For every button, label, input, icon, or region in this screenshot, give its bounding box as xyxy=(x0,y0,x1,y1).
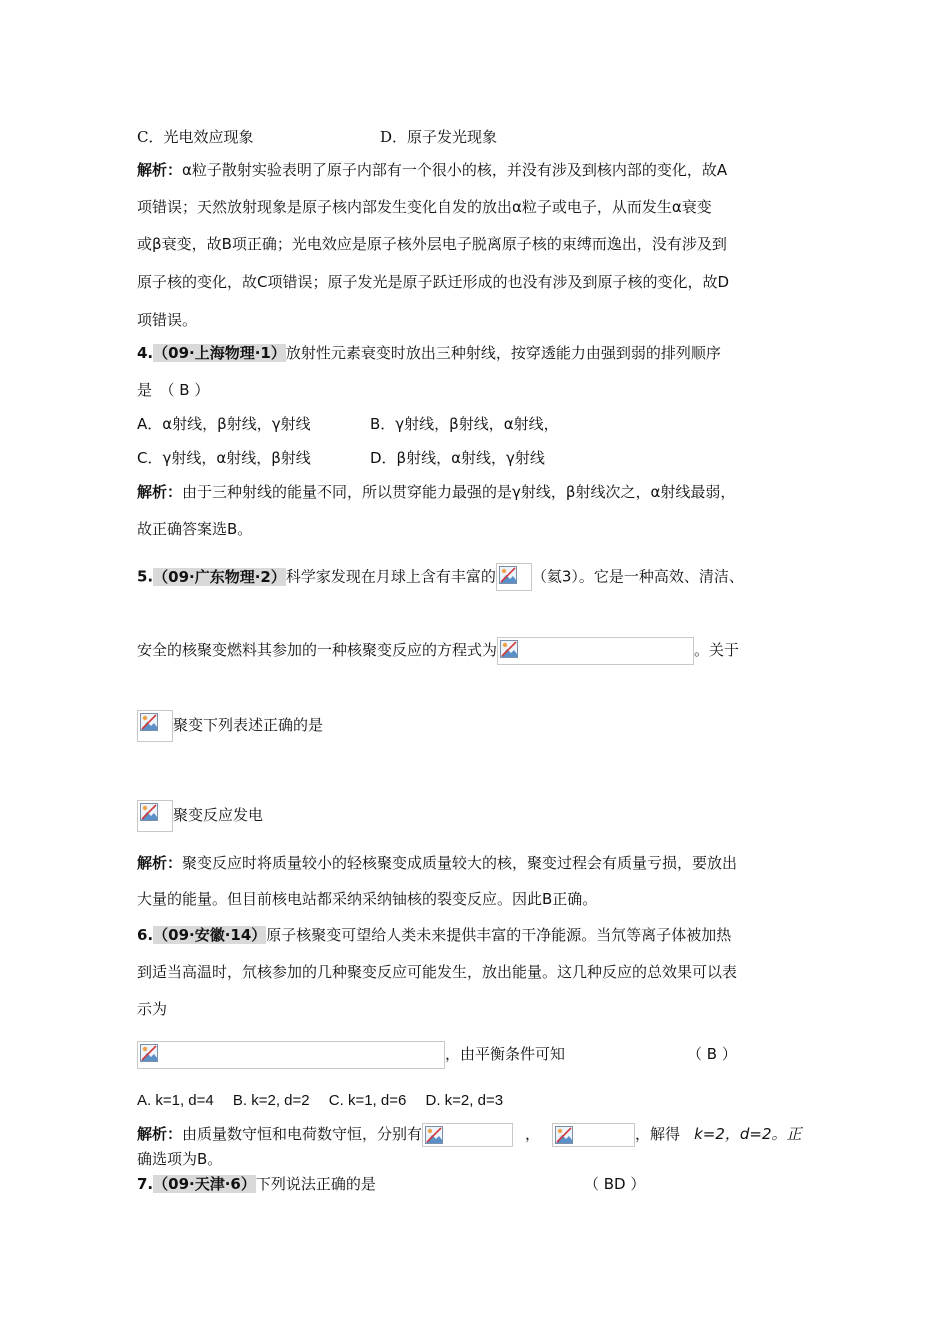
q3-analysis-line-3: 或β衰变，故B项正确；光电效应是原子核外层电子脱离原子核的束缚而逸出，没有涉及到 xyxy=(137,235,727,253)
question-text: 下列说法正确的是 xyxy=(255,1175,376,1193)
broken-image-icon xyxy=(137,800,173,832)
question-text: ，由平衡条件可知 xyxy=(445,1045,566,1063)
question-text: 科学家发现在月球上含有丰富的 xyxy=(285,567,496,586)
q7-answer: （ BD ） xyxy=(584,1175,646,1193)
q4-analysis-line-2: 故正确答案选B。 xyxy=(137,520,253,538)
q5-line-3 xyxy=(137,709,323,742)
q5-line-4 xyxy=(137,799,263,832)
broken-image-icon xyxy=(497,637,694,665)
q3-analysis-line-1 xyxy=(137,160,727,180)
q4-analysis-line-1 xyxy=(137,482,735,502)
question-text: 聚变反应发电 xyxy=(173,806,264,824)
q6-analysis-line-2: 确选项为B。 xyxy=(137,1150,223,1168)
question-source-tag: （09·上海物理·1） xyxy=(153,344,286,362)
analysis-label: 解析： xyxy=(137,1125,183,1143)
q4-stem xyxy=(137,343,721,363)
q6-equation-line xyxy=(137,1040,565,1069)
analysis-label: 解析： xyxy=(137,483,183,501)
question-text: 放射性元素衰变时放出三种射线，按穿透能力由强到弱的排列顺序 xyxy=(285,344,721,362)
question-text: 安全的核聚变燃料其参加的一种核聚变反应的方程式为 xyxy=(137,641,498,659)
q6-stem xyxy=(137,925,731,945)
question-number: 4. xyxy=(137,344,154,362)
question-text-cont: （氦3）。它是一种高效、清洁、 xyxy=(531,567,744,586)
analysis-text: α粒子散射实验表明了原子内部有一个很小的核，并没有涉及到核内部的变化，故A xyxy=(182,161,728,179)
q7-stem xyxy=(137,1174,376,1194)
question-text: 原子核聚变可望给人类未来提供丰富的干净能源。当氘等离子体被加热 xyxy=(266,926,732,944)
q4-option-a: A．α射线，β射线，γ射线 xyxy=(137,415,311,433)
question-number: 6. xyxy=(137,926,154,944)
analysis-label: 解析： xyxy=(137,161,183,179)
question-text: 聚变下列表述正确的是 xyxy=(173,716,324,734)
option-c-top: C．光电效应现象 xyxy=(137,128,254,146)
option-d-top: D．原子发光现象 xyxy=(380,128,498,146)
broken-image-icon xyxy=(422,1123,513,1147)
question-source-tag: （09·安徽·14） xyxy=(153,926,267,944)
q4-option-d: D．β射线，α射线，γ射线 xyxy=(370,449,545,467)
q5-analysis-line-2: 大量的能量。但目前核电站都采纳采纳铀核的裂变反应。因此B正确。 xyxy=(137,890,598,908)
broken-image-icon xyxy=(137,1041,445,1069)
analysis-result: k=2，d=2。正 xyxy=(694,1125,802,1143)
q4-option-c: C．γ射线，α射线，β射线 xyxy=(137,449,311,467)
analysis-sep: ， xyxy=(525,1125,541,1143)
q3-analysis-line-2: 项错误；天然放射现象是原子核内部发生变化自发的放出α粒子或电子，从而发生α衰变 xyxy=(137,198,712,216)
q5-stem xyxy=(137,563,744,591)
q3-analysis-line-4: 原子核的变化，故C项错误；原子发光是原子跃迁形成的也没有涉及到原子核的变化，故D xyxy=(137,273,730,291)
q4-option-b: B．γ射线，β射线，α射线， xyxy=(370,415,559,433)
question-number: 7. xyxy=(137,1175,154,1193)
analysis-label: 解析： xyxy=(137,854,183,872)
q6-options: A. k=1, d=4 B. k=2, d=2 C. k=1, d=6 D. k=2, d=3 xyxy=(137,1092,504,1109)
analysis-text: 由质量数守恒和电荷数守恒，分别有 xyxy=(182,1125,423,1143)
question-source-tag: （09·广东物理·2） xyxy=(153,567,286,586)
broken-image-icon xyxy=(552,1123,635,1147)
q3-analysis-line-5: 项错误。 xyxy=(137,311,198,329)
q6-stem-2: 到适当高温时，氘核参加的几种聚变反应可能发生，放出能量。这几种反应的总效果可以表 xyxy=(137,963,738,981)
question-text-cont: 。关于 xyxy=(694,641,740,659)
q6-stem-3: 示为 xyxy=(137,1000,168,1018)
question-number: 5. xyxy=(137,567,154,586)
analysis-text: 由于三种射线的能量不同，所以贯穿能力最强的是γ射线，β射线次之，α射线最弱， xyxy=(182,483,736,501)
q6-answer: （ B ） xyxy=(687,1045,737,1063)
q6-analysis-line-1 xyxy=(137,1122,802,1147)
broken-image-icon xyxy=(137,710,173,742)
analysis-text: 聚变反应时将质量较小的轻核聚变成质量较大的核，聚变过程会有质量亏损，要放出 xyxy=(182,854,738,872)
q4-stem-2: 是 （ B ） xyxy=(137,381,210,399)
question-source-tag: （09·天津·6） xyxy=(153,1175,256,1193)
analysis-text-cont: ，解得 xyxy=(635,1125,681,1143)
q5-line-2 xyxy=(137,636,739,665)
broken-image-icon xyxy=(496,563,532,591)
q5-analysis-line-1 xyxy=(137,853,737,873)
